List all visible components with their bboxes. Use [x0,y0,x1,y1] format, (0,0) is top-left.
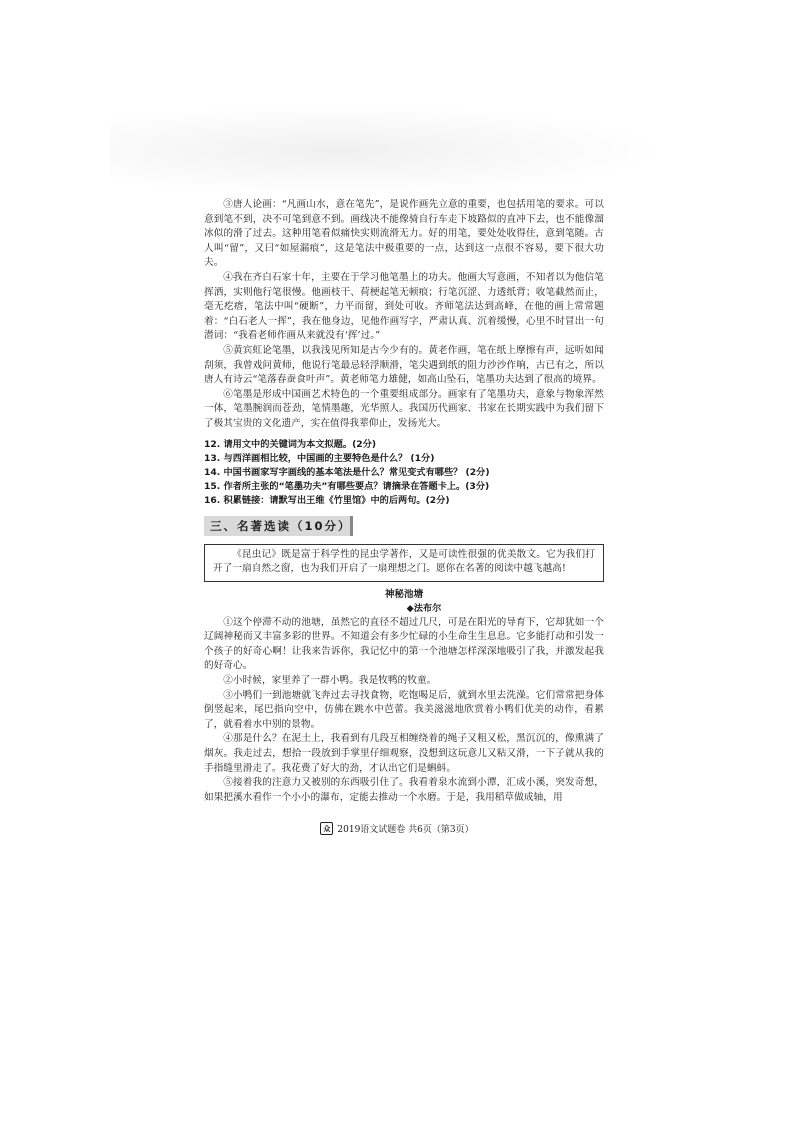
question-list [204,438,604,508]
article-paragraph-4: ④那是什么？在泥土上，我看到有几段互相缠绕着的绳子又粗又松，黑沉沉的，像熏满了烟灰。我走过去，想拾一段放到手掌里仔细观察，没想到这玩意儿又粘又滑，一下子就从我的手指缝里滑走了。我花费了好大的劲，才认出它们是蝌蚪。 [204,733,604,774]
section-heading: 三、名著选读（10分） [204,516,353,536]
exam-page [204,198,604,805]
article-paragraph-1: ①这个停滞不动的池塘，虽然它的直径不超过几尺，可是在阳光的导育下，它却犹如一个辽阔神秘而又丰富多彩的世界。不知道会有多少忙碌的小生命生生息息。它多能打动和引发一个孩子的好奇心啊！让我来告诉你，我记忆中的第一个池塘怎样深深地吸引了我，并激发起我的好奇心。 [204,616,604,672]
passage-paragraph-5: ⑤黄宾虹论笔墨，以我浅见所知是古今少有的。黄老作画，笔在纸上摩擦有声，远听如闻刮须，我曾戏问黄师，他说行笔最忌轻浮顺滑，笔尖遇到纸的阻力沙沙作响，古已有之，所以唐人有诗云“笔落春蚕食叶声”。黄老师笔力雄健，如高山坠石，笔墨功夫达到了很高的境界。 [204,344,604,386]
article-title: 神秘池塘 [384,588,424,600]
intro-box [204,544,604,582]
article-body [204,616,604,806]
publisher-logo-icon: 众 [320,822,333,835]
article-paragraph-3: ③小鸭们一到池塘就飞奔过去寻找食物，吃饱喝足后，就到水里去洗澡。它们常常把身体倒竖起来，尾巴指向空中，仿佛在跳水中芭蕾。我美滋滋地欣赏着小鸭们优美的动作，看累了，就看着水中别的景物。 [204,689,604,730]
question-12: 12. 请用文中的关键词为本文拟题。(2分) [204,438,377,450]
passage-paragraph-6: ⑥笔墨是形成中国画艺术特色的一个重要组成部分。画家有了笔墨功夫，意象与物象浑然一体，笔墨腕润而苍劲，笔情墨趣，光华照人。我国历代画家、书家在长期实践中为我们留下了极其宝贵的文化遗产，实在值得我辈仰止，发扬光大。 [204,388,604,429]
passage-paragraph-3: ③唐人论画：“凡画山水，意在笔先”，是说作画先立意的重要，也包括用笔的要求。可以意到笔不到，决不可笔到意不到。画线决不能像骑自行车走下坡路似的直冲下去，也不能像溜冰似的滑了过去。这种用笔看似痛快实则流滑无力。好的用笔，要处处收得住，意到笔随。古人叫“留”，又曰“如屋漏痕”，这是笔法中极重要的一点，达到这一点很不容易，要下很大功夫。 [204,199,604,269]
question-15: 15. 作者所主张的“笔墨功夫”有哪些要点？请摘录在答题卡上。(3分) [204,480,490,492]
passage-paragraph-4: ④我在齐白石家十年，主要在于学习他笔墨上的功夫。他画大写意画，不知者以为他信笔挥洒，实则他行笔很慢。他画枝干、荷梗起笔无顿痕；行笔沉涩、力透纸背；收笔截然而止，毫无疙瘩，笔法中叫“硬断”，力平而留，到处可收。齐师笔法达到高峰，在他的画上常常题着：“白石老人一挥”，我在他身边，见他作画写字，严肃认真、沉着缓慢，心里不时冒出一句潜词：“我看老师作画从来就没有‘挥’过。” [204,271,604,342]
scan-smudge [110,105,670,195]
page-footer [0,822,794,835]
footer-text: 2019语文试题卷 共6页（第3页） [337,825,474,835]
article-paragraph-2: ②小时候，家里养了一群小鸭。我是牧鸭的牧童。 [223,675,437,687]
question-14: 14. 中国书画家写字画线的基本笔法是什么？常见变式有哪些？ (2分) [204,466,490,478]
reading-passage [204,198,604,432]
intro-text: 《昆虫记》既是富于科学性的昆虫学著作，又是可读性很强的优美散文。它为我们打开了一扇自然之窗，也为我们开启了一扇理想之门。愿你在名著的阅读中越飞越高! [213,548,595,575]
question-13: 13. 与西洋画相比较，中国画的主要特色是什么？ (1分) [204,452,435,464]
article-paragraph-5: ⑤接着我的注意力又被别的东西吸引住了。我看着泉水流到小潭，汇成小溪，突发奇想，如果把溪水看作一个小小的瀑布，定能去推动一个水磨。于是，我用稻草做成轴，用 [204,777,604,803]
question-16: 16. 积累链接：请默写出王维《竹里馆》中的后两句。(2分) [204,494,450,506]
article-author: ◆法布尔 [406,602,442,614]
